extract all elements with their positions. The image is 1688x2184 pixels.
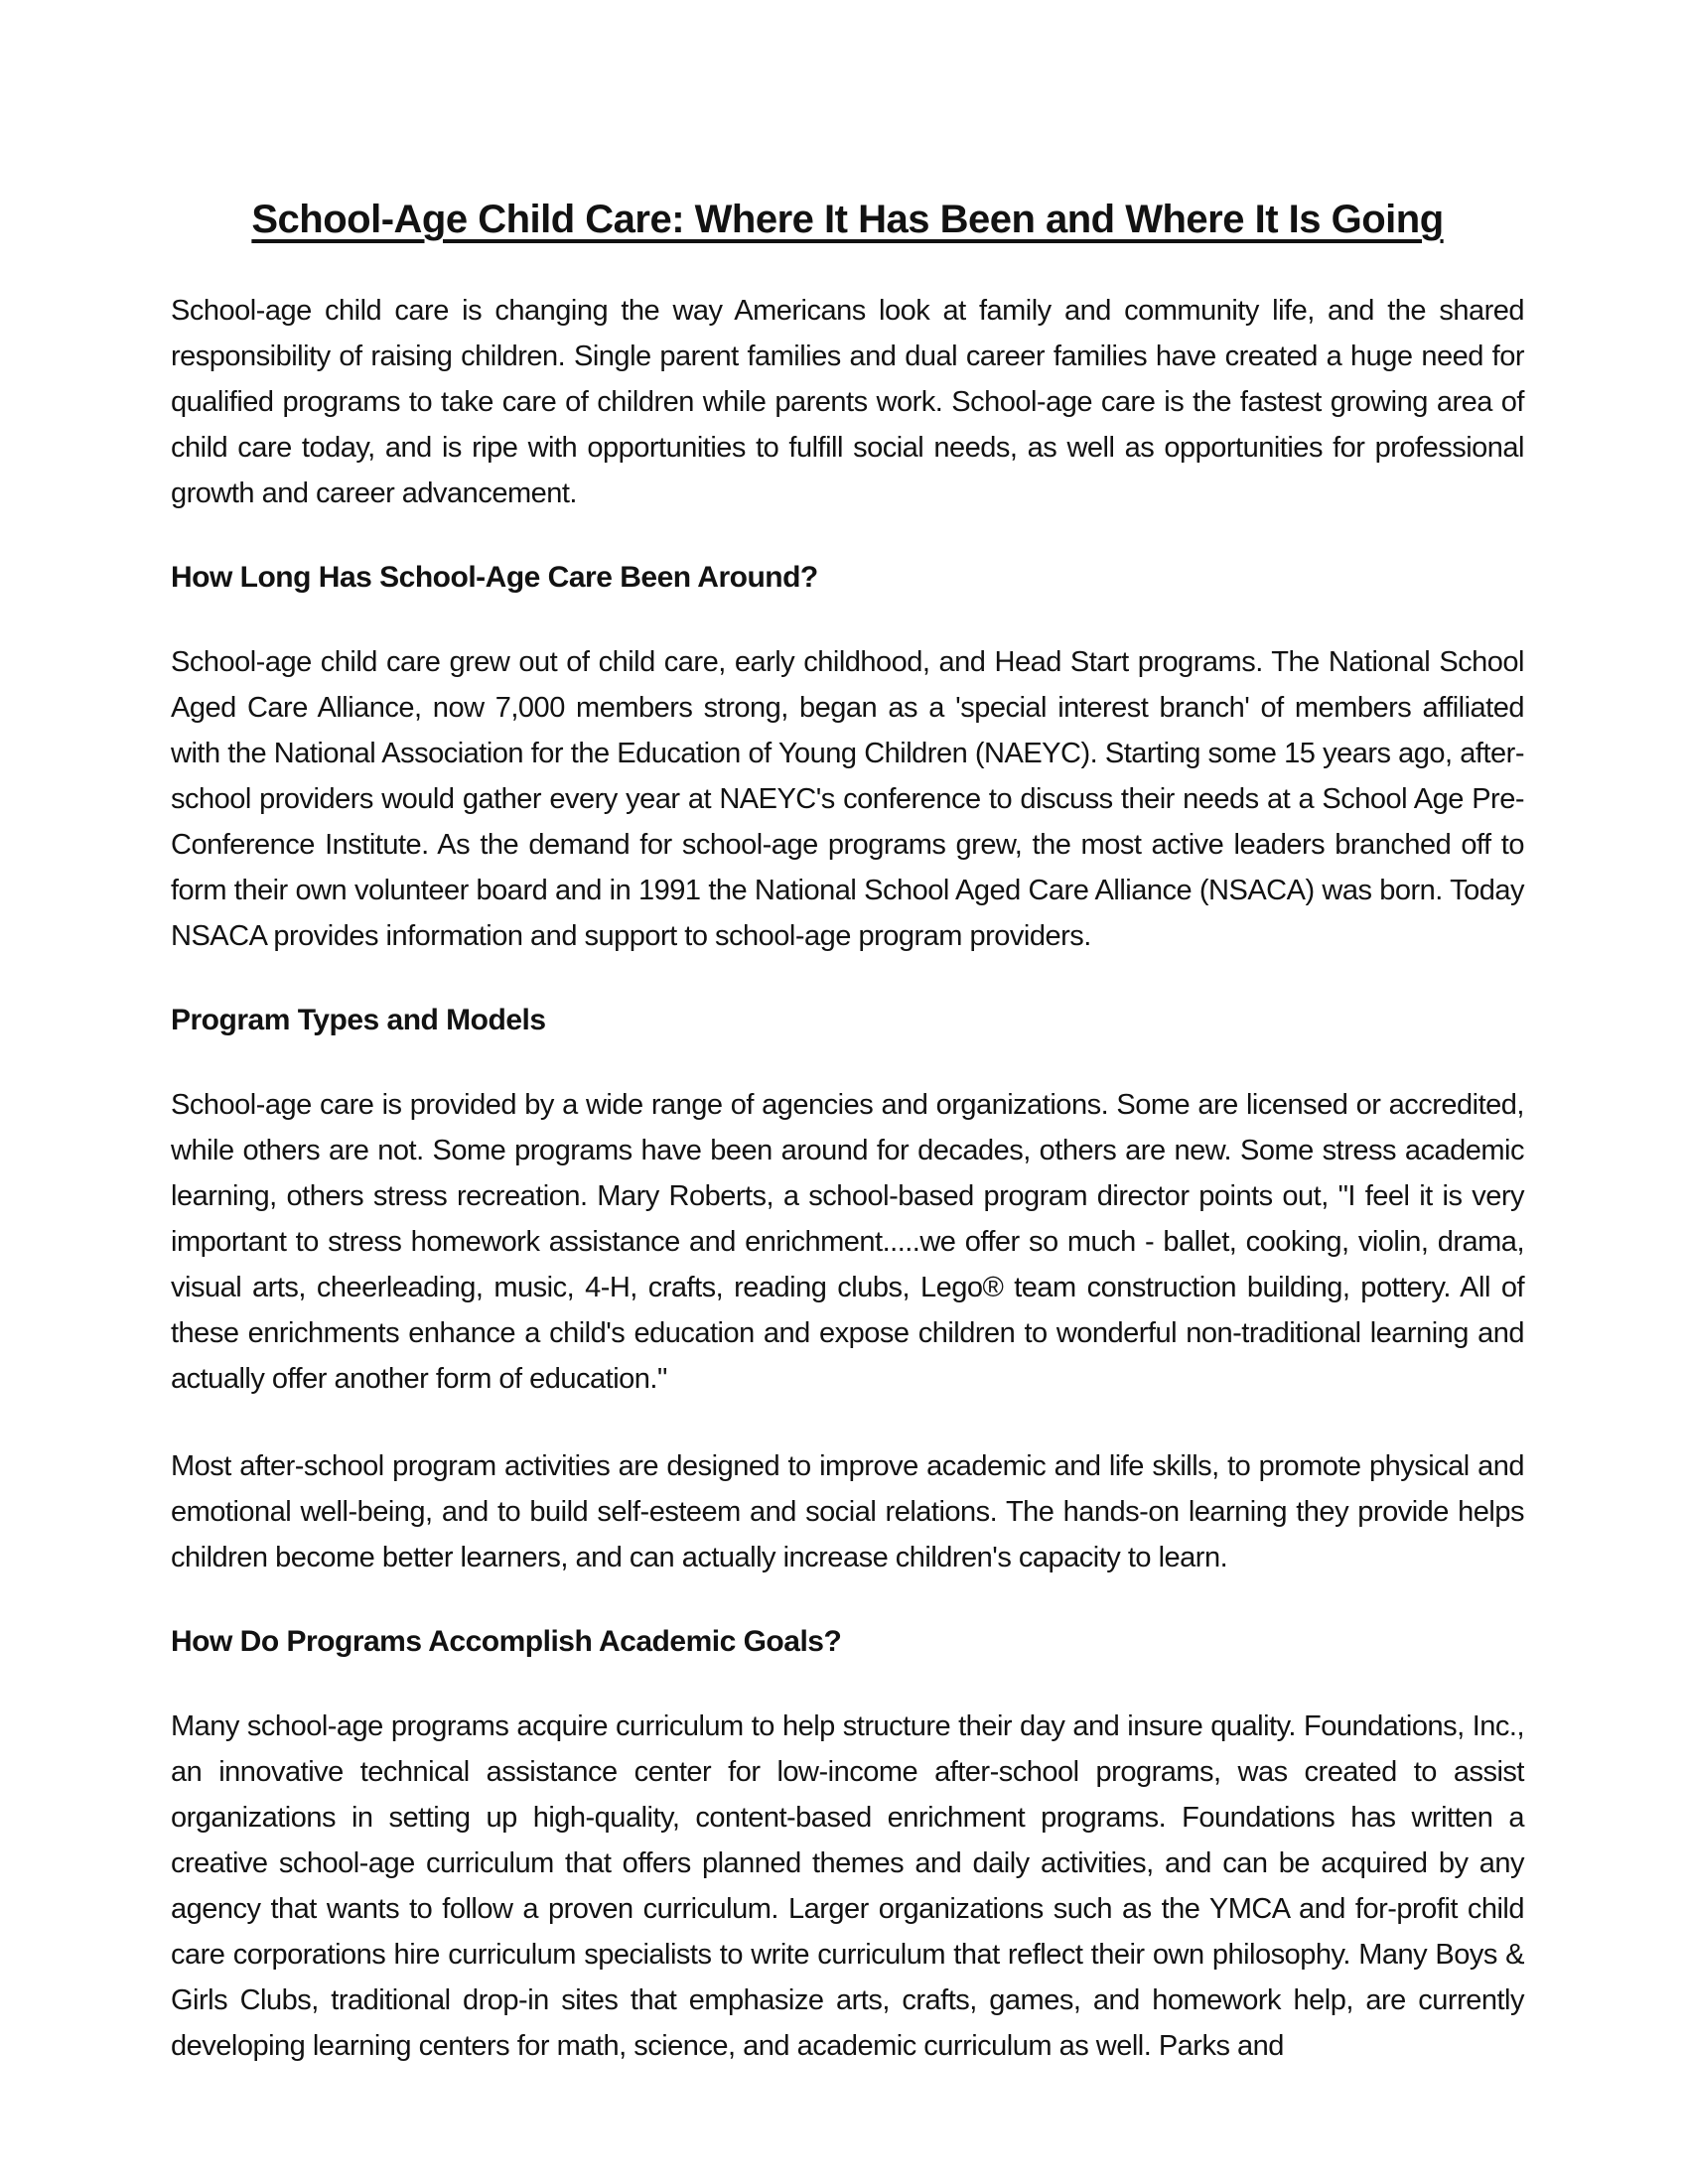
paragraph-intro: School-age child care is changing the way Americans look at family and community life, and the shared responsibility of raising children. Single parent families and dual career families have created a huge need for qualified programs to take care of children while parents work. School-age care is the fastest growing area of child care today, and is ripe with opportunities to fulfill social needs, as well as opportunities for professional growth and career advancement. [171, 295, 1524, 509]
paragraph-curriculum: Many school-age programs acquire curriculum to help structure their day and insure quality. Foundations, Inc., an innovative technical assistance center for low-income after-school programs, was created to assist organizations in setting up high-quality, content-based enrichment programs. Foundations has written a creative school-age curriculum that offers planned themes and daily activities, and can be acquired by any agency that wants to follow a proven curriculum. Larger organizations such as the YMCA and for-profit child care corporations hire curriculum specialists to write curriculum that reflect their own philosophy. Many Boys & Girls Clubs, traditional drop-in sites that emphasize arts, crafts, games, and homework help, are currently developing learning centers for math, science, and academic curriculum as well. Parks and [171, 1710, 1524, 2062]
heading-program-types: Program Types and Models [171, 1004, 546, 1036]
heading-academic-goals: How Do Programs Accomplish Academic Goals? [171, 1625, 842, 1658]
page-title: School-Age Child Care: Where It Has Been and Where It Is Going [251, 198, 1444, 241]
paragraph-program-types: School-age care is provided by a wide range of agencies and organizations. Some are licensed or accredited, while others are not. Some programs have been around for decades, others are new. Some stress academic learning, others stress recreation. Mary Roberts, a school-based program director points out, "I feel it is very important to stress homework assistance and enrichment.....we offer so much - ballet, cooking, violin, drama, visual arts, cheerleading, music, 4-H, crafts, reading clubs, Lego® team construction building, pottery. All of these enrichments enhance a child's education and expose children to wonderful non-traditional learning and actually offer another form of education." [171, 1089, 1524, 1395]
paragraph-history: School-age child care grew out of child care, early childhood, and Head Start programs. The National School Aged Care Alliance, now 7,000 members strong, began as a 'special interest branch' of members affiliated with the National Association for the Education of Young Children (NAEYC). Starting some 15 years ago, after-school providers would gather every year at NAEYC's conference to discuss their needs at a School Age Pre-Conference Institute. As the demand for school-age programs grew, the most active leaders branched off to form their own volunteer board and in 1991 the National School Aged Care Alliance (NSACA) was born. Today NSACA provides information and support to school-age program providers. [171, 646, 1524, 952]
paragraph-activities: Most after-school program activities are designed to improve academic and life skills, to promote physical and emotional well-being, and to build self-esteem and social relations. The hands-on learning they provide helps children become better learners, and can actually increase children's capacity to learn. [171, 1450, 1524, 1573]
heading-how-long: How Long Has School-Age Care Been Around? [171, 561, 818, 594]
